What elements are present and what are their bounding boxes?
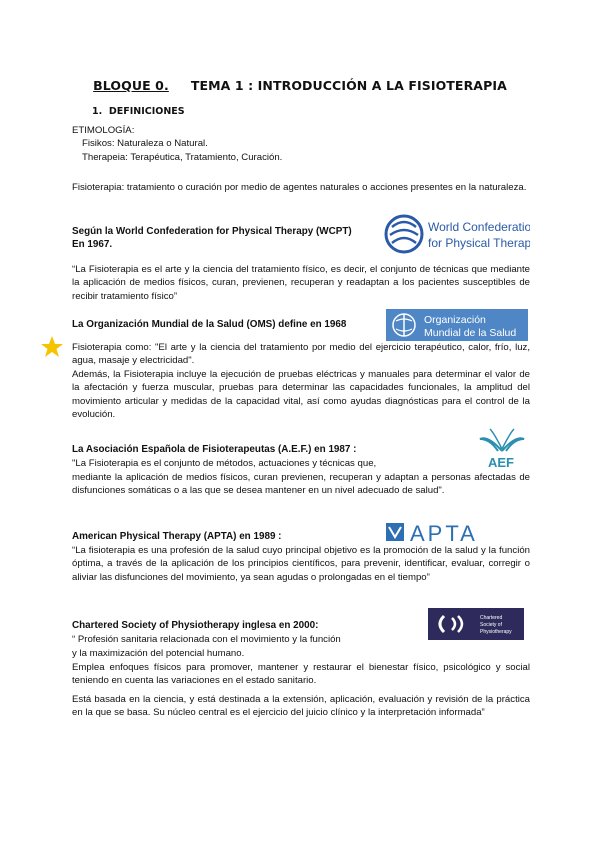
wcpt-logo-line2: for Physical Therapy: [428, 236, 530, 250]
oms-paragraph-1: Fisioterapia como: "El arte y la ciencia del tratamiento por medio del ejercicio terapéutico, calor, frío, luz, agua, masaje y electricidad".: [72, 342, 530, 367]
csp-logo-line3: Physiotherapy: [480, 629, 512, 635]
etimologia-block: [72, 124, 530, 164]
tema-title: TEMA 1 : INTRODUCCIÓN A LA FISIOTERAPIA: [190, 78, 507, 93]
csp-paragraph-2: Emplea enfoques físicos para promover, mantener y restaurar el bienestar físico, psicológico y social teniendo en cuenta las variaciones en el estado sanitario.: [72, 662, 530, 687]
un-emblem-icon: [386, 309, 528, 341]
star-icon: [40, 335, 64, 363]
apta-mark-icon: [384, 520, 528, 544]
section-heading: [92, 106, 185, 117]
section-title: DEFINICIONES: [108, 106, 185, 117]
wcpt-heading-text: Según la World Confederation for Physical Therapy (WCPT): [72, 226, 352, 237]
csp-line2: y la maximización del potencial humano.: [72, 648, 245, 659]
aef-logo: [476, 425, 528, 471]
csp-logo-line2: Society of: [480, 622, 502, 628]
etimologia-fisikos: Fisikos: Naturaleza o Natural.: [82, 138, 208, 150]
csp-paragraph-3: Está basada en la ciencia, y está destinada a la extensión, aplicación, evaluación y revisión de la práctica en la que se basa. Su núcleo central es el ejercicio del juicio clínico y la interpretación informada”: [72, 694, 530, 719]
oms-paragraph-2: Además, la Fisioterapia incluye la ejecución de pruebas eléctricas y manuales para determinar el valor de la afectación y fuerza muscular, pruebas para determinar las capacidades funcionales, la amplitud del movimiento articular y medidas de la capacidad vital, así como ayudas diagnósticas para el control de la evolución.: [72, 369, 530, 421]
aef-wings-icon: [476, 425, 528, 471]
oms-logo: [386, 309, 528, 341]
fisioterapia-definition: Fisioterapia: tratamiento o curación por medio de agentes naturales o acciones presentes en la naturaleza.: [72, 182, 527, 193]
aef-quote: mediante la aplicación de medios físicos, curan previenen, recuperan y adaptan a personas afectadas de disfunciones somáticas o a las que se desea mantener en un nivel adecuado de salud".: [72, 472, 530, 497]
apta-quote: “La fisioterapia es una profesión de la salud cuyo principal objetivo es la promoción de la salud y la función óptima, a través de la aplicación de los principios científicos, para prevenir, identificar, evaluar, corregir o aliviar las disfunciones del movimiento, ya sean agudas o prolongadas en el tiempo”: [72, 545, 530, 583]
apta-logo: [384, 520, 528, 544]
wcpt-logo: [384, 211, 530, 257]
aef-line1: "La Fisioterapia es el conjunto de métodos, actuaciones y técnicas que,: [72, 458, 377, 469]
bloque-label: BLOQUE 0.: [93, 78, 169, 93]
section-number: 1.: [92, 106, 103, 117]
page-title: [0, 78, 600, 93]
etimologia-therapeia: Therapeia: Terapéutica, Tratamiento, Curación.: [82, 151, 283, 163]
csp-heading: Chartered Society of Physiotherapy inglesa en 2000:: [72, 620, 319, 631]
csp-line1: “ Profesión sanitaria relacionada con el movimiento y la función: [72, 634, 341, 645]
csp-mark-icon: [428, 608, 524, 640]
oms-logo-line1: Organización: [424, 314, 486, 326]
apta-heading: American Physical Therapy (APTA) en 1989 :: [72, 531, 282, 542]
wcpt-heading: [72, 225, 402, 252]
aef-logo-text: AEF: [488, 455, 514, 470]
wcpt-logo-line1: World Confederation: [428, 220, 530, 234]
wcpt-year: En 1967.: [72, 239, 113, 251]
csp-logo: [428, 608, 524, 640]
wcpt-globe-icon: [384, 211, 530, 257]
apta-logo-text: APTA: [410, 521, 478, 544]
etimologia-label: ETIMOLOGÍA:: [72, 125, 135, 136]
csp-logo-line1: Chartered: [480, 615, 503, 621]
oms-heading: La Organización Mundial de la Salud (OMS) define en 1968: [72, 319, 347, 330]
wcpt-quote: “La Fisioterapia es el arte y la ciencia del tratamiento físico, es decir, el conjunto de técnicas que mediante la aplicación de medios físicos, curan, previenen, recuperan y readaptan a los pacientes susceptibles de recibir tratamiento físico”: [72, 264, 530, 302]
aef-heading: La Asociación Española de Fisioterapeutas (A.E.F.) en 1987 :: [72, 444, 357, 455]
oms-logo-line2: Mundial de la Salud: [424, 327, 517, 339]
